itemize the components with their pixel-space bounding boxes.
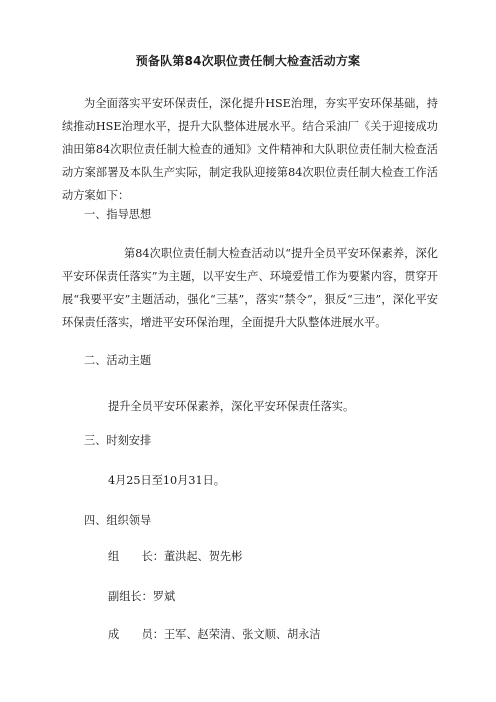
section-3-body: 4月25日至10月31日。 (108, 474, 225, 487)
section-1-heading: 一、指导思想 (84, 208, 152, 221)
section-3-heading: 三、时刻安排 (84, 434, 152, 447)
document-title: 预备队第84次职位责任制大检查活动方案 (135, 54, 361, 68)
section-2-body: 提升全员平安环保素养，深化平安环保责任落实。 (108, 400, 355, 413)
deputy-leader-line: 副组长：罗斌 (108, 590, 176, 603)
intro-paragraph: 为全面落实平安环保责任，深化提升HSE治理，夯实平安环保基础，持续推动HSE治理水平，提升大队整体进展水平。结合采油厂《关于迎接成功油田第84次职位责任制大检查的通知》文件精神和大队职位责任制大检查活动方案部署及本队生产实际，制定我队迎接第84次职位责任制大检查工作活动方案如下： (62, 97, 438, 202)
section-4-heading: 四、组织领导 (84, 514, 152, 527)
members-line: 成 员：王军、赵荣清、张文顺、胡永洁 (108, 628, 321, 641)
leader-line: 组 长：董洪起、贺先彬 (108, 550, 243, 563)
section-2-heading: 二、活动主题 (84, 354, 152, 367)
section-1-body: 第84次职位责任制大检查活动以“提升全员平安环保素养，深化平安环保责任落实”为主题，以平安生产、环境爱惜工作为要紧内容，贯穿开展“我要平安”主题活动，强化“三基”，落实“禁令”，狠反“三违”，深化平安环保责任落实，增进平安环保治理，全面提升大队整体进展水平。 (62, 247, 438, 329)
